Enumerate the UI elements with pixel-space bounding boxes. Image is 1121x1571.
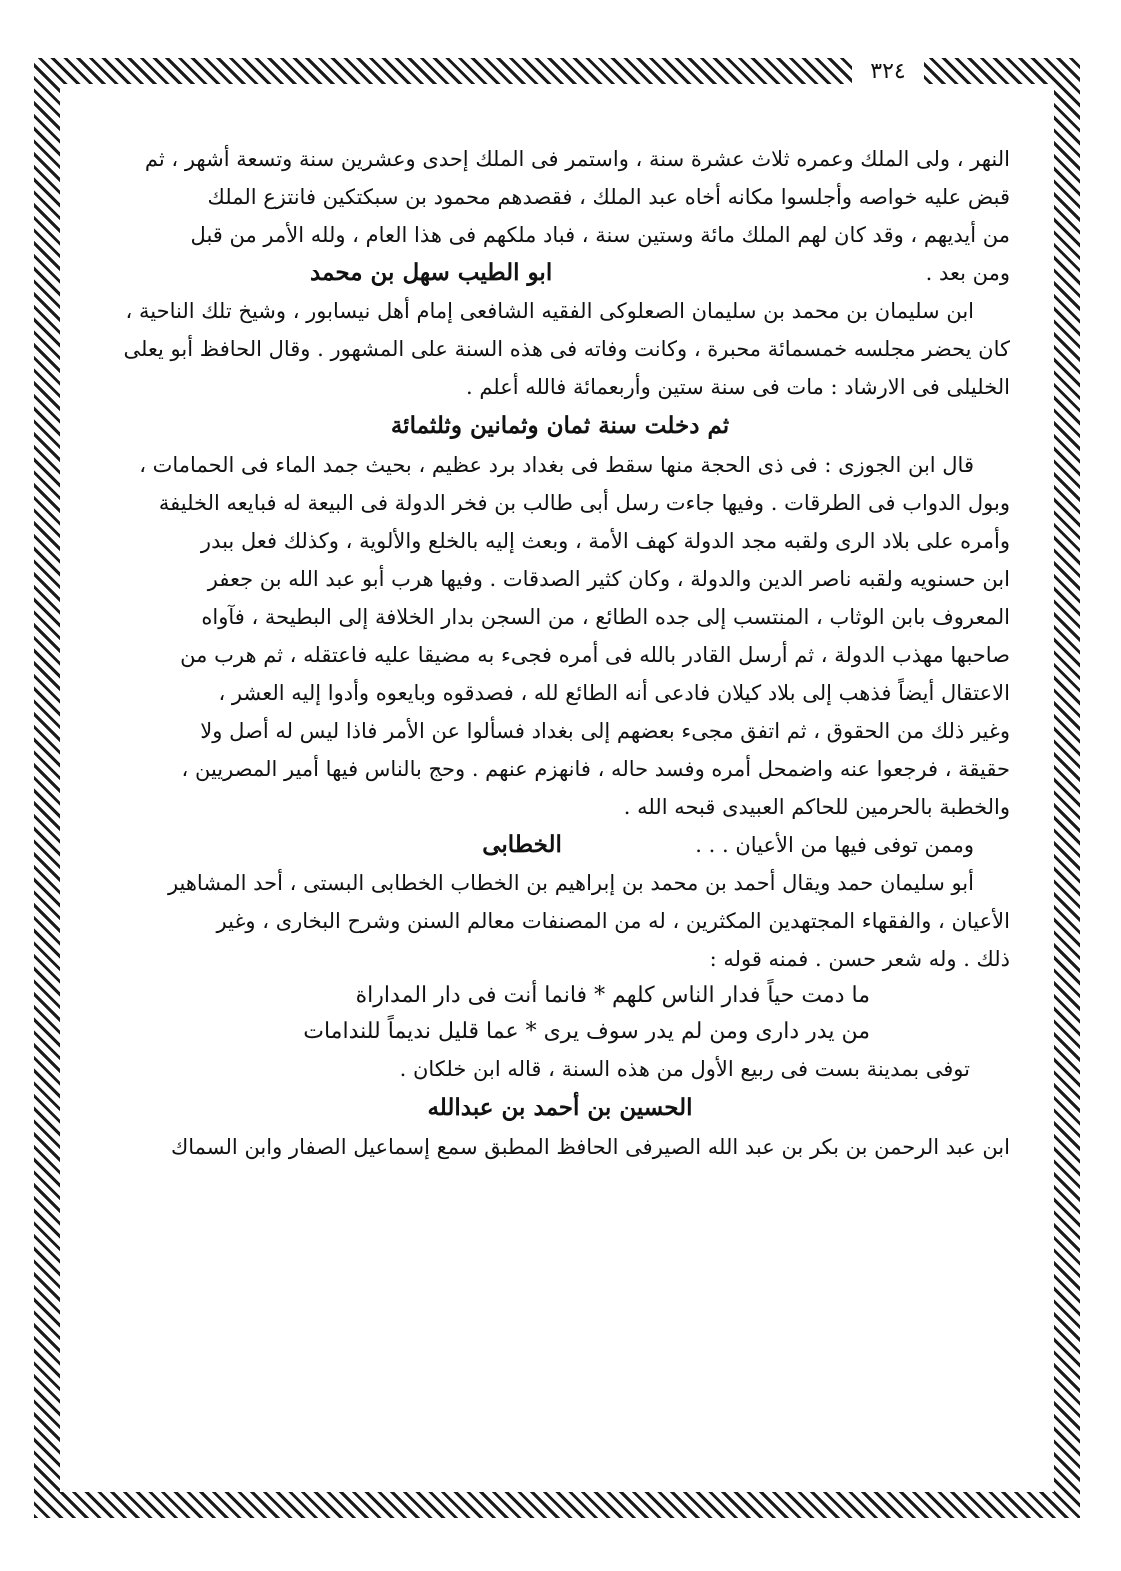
poem-verse: ما دمت حياً فدار الناس كلهم * فانما أنت فى دار المداراة [355, 983, 870, 1008]
text-line: الخليلى فى الارشاد : مات فى سنة ستين وأربعمائة فالله أعلم . [465, 375, 1010, 399]
entry-heading-khattabi: الخطابى [482, 831, 562, 858]
year-heading: ثم دخلت سنة ثمان وثمانين وثلثمائة [390, 412, 730, 439]
text-line: الأعيان ، والفقهاء المجتهدين المكثرين ، له من المصنفات معالم السنن وشرح البخارى ، وغير [216, 909, 1010, 933]
text-line: ذلك . وله شعر حسن . فمنه قوله : [709, 947, 1010, 971]
text-line: المعروف بابن الوثاب ، المنتسب إلى جده الطائع ، من السجن بدار الخلافة إلى البطيحة ، فآواه [201, 605, 1010, 629]
notables-lead: وممن توفى فيها من الأعيان . . . [695, 833, 974, 857]
text-line: أبو سليمان حمد ويقال أحمد بن محمد بن إبراهيم بن الخطاب الخطابى البستى ، أحد المشاهير [167, 871, 974, 895]
text-line-with-heading [110, 826, 1010, 864]
entry-heading-husayn: الحسين بن أحمد بن عبدالله [427, 1094, 693, 1121]
paragraph-end: ومن بعد . [925, 261, 1010, 285]
text-line: من أيديهم ، وقد كان لهم الملك مائة وستين سنة ، فباد ملكهم فى هذا العام ، ولله الأمر من قبل [190, 223, 1010, 247]
text-line: والخطبة بالحرمين للحاكم العبيدى قبحه الله . [623, 795, 1010, 819]
poem-verse: من يدر دارى ومن لم يدر سوف يرى * عما قليل نديماً للندامات [303, 1019, 870, 1044]
text-line: توفى بمدينة بست فى ربيع الأول من هذه السنة ، قاله ابن خلكان . [399, 1057, 970, 1081]
text-line: وغير ذلك من الحقوق ، ثم اتفق مجىء بعضهم إلى بغداد فسألوا عن الأمر فاذا ليس له أصل ولا [200, 719, 1010, 743]
text-line: ابن عبد الرحمن بن بكر بن عبد الله الصيرفى الحافظ المطبق سمع إسماعيل الصفار وابن السماك [170, 1135, 1010, 1159]
text-line: الاعتقال أيضاً فذهب إلى بلاد كيلان فادعى أنه الطائع لله ، فصدقوه وبايعوه وأدوا إليه العشر ، [218, 681, 1010, 705]
page-body [110, 140, 1010, 1166]
text-line: ابن سليمان بن محمد بن سليمان الصعلوكى الفقيه الشافعى إمام أهل نيسابور ، وشيخ تلك الناحية ، [125, 299, 974, 323]
text-line: النهر ، ولى الملك وعمره ثلاث عشرة سنة ، واستمر فى الملك إحدى وعشرين سنة وتسعة أشهر ، ثم [144, 147, 1010, 171]
text-line: قال ابن الجوزى : فى ذى الحجة منها سقط فى بغداد برد عظيم ، بحيث جمد الماء فى الحمامات ، [139, 453, 974, 477]
text-line: وأمره على بلاد الرى ولقبه مجد الدولة كهف الأمة ، وبعث إليه بالخلع والألوية ، وكذلك فعل ببدر [200, 529, 1010, 553]
text-line: صاحبها مهذب الدولة ، ثم أرسل القادر بالله فى أمره فجىء به مضيقا عليه فاعتقله ، ثم هرب من [180, 643, 1010, 667]
text-line: قبض عليه خواصه وأجلسوا مكانه أخاه عبد الملك ، فقصدهم محمود بن سبكتكين فانتزع الملك [207, 185, 1010, 209]
text-line-with-heading [110, 254, 1010, 292]
text-line: ابن حسنويه ولقبه ناصر الدين والدولة ، وكان كثير الصدقات . وفيها هرب أبو عبد الله بن جعفر [207, 567, 1010, 591]
entry-heading-abu-al-tayyib: ابو الطيب سهل بن محمد [309, 259, 553, 286]
text-line: حقيقة ، فرجعوا عنه واضمحل أمره وفسد حاله ، فانهزم عنهم . وحج بالناس فيها أمير المصريين ، [181, 757, 1010, 781]
text-line: كان يحضر مجلسه خمسمائة محبرة ، وكانت وفاته فى هذه السنة على المشهور . وقال الحافظ أبو يعلى [123, 337, 1010, 361]
text-line: وبول الدواب فى الطرقات . وفيها جاءت رسل أبى طالب بن فخر الدولة فى البيعة له فبايعه الخليفة [158, 491, 1010, 515]
page-number: ٣٢٤ [852, 58, 924, 86]
